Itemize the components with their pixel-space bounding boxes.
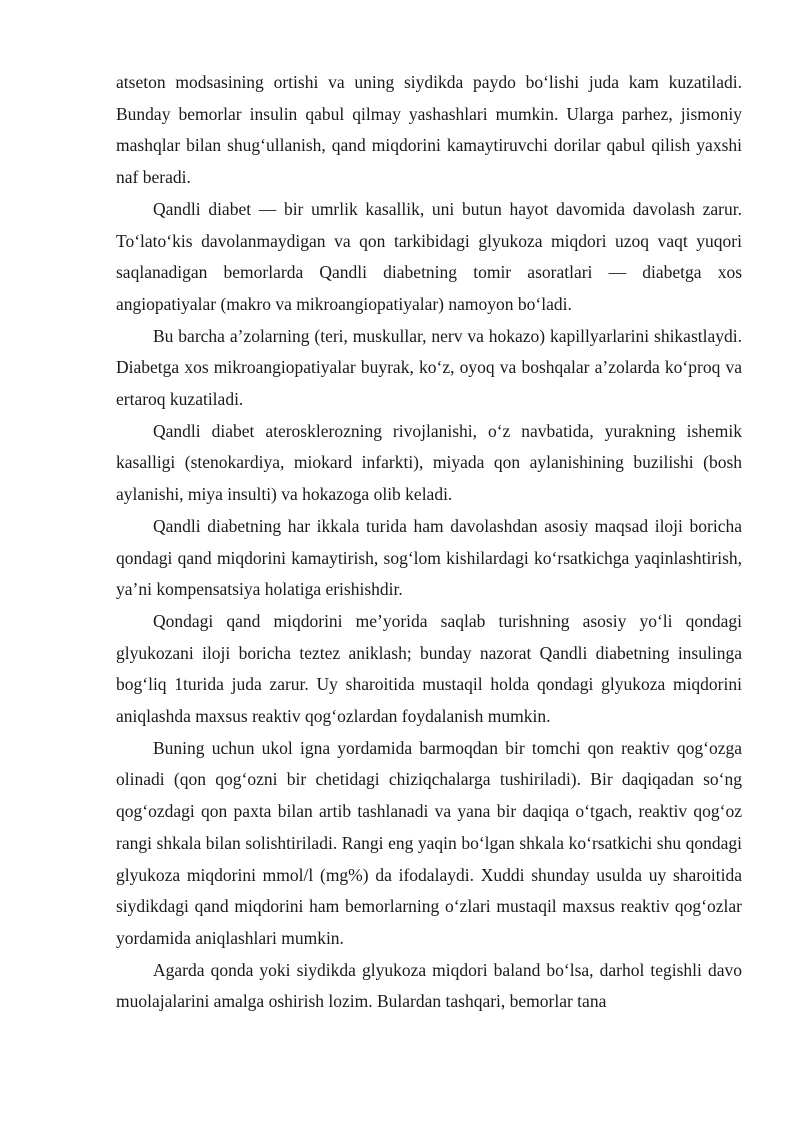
paragraph: Buning uchun ukol igna yordamida barmoqdan bir tomchi qon reaktiv qog‘ozga olinadi (qon qog‘ozni bir chetidagi chiziqchalarga tushiriladi). Bir daqiqadan so‘ng qog‘ozdagi qon paxta bilan artib tashlanadi va yana bir daqiqa o‘tgach, reaktiv qog‘oz rangi shkala bilan solishtiriladi. Rangi eng yaqin bo‘lgan shkala ko‘rsatkichi shu qondagi glyukoza miqdorini mmol/l (mg%) da ifodalaydi. Xuddi shunday usulda uy sharoitida siydikdagi qand miqdorini ham bemorlarning o‘zlari mustaqil maxsus reaktiv qog‘ozlar yordamida aniqlashlari mumkin. — [116, 737, 742, 948]
paragraph: Agarda qonda yoki siydikda glyukoza miqdori baland bo‘lsa, darhol tegishli davo muolajalarini amalga oshirish lozim. Bulardan tashqari, bemorlar tana — [116, 959, 742, 1012]
paragraph: Bu barcha a’zolarning (teri, muskullar, nerv va hokazo) kapillyarlarini shikastlaydi. Diabetga xos mikroangiopatiyalar buyrak, ko‘z, oyoq va boshqalar a’zolarda ko‘proq va ertaroq kuzatiladi. — [116, 325, 742, 410]
paragraph: Qandli diabet — bir umrlik kasallik, uni butun hayot davomida davolash zarur. To‘lato‘kis davolanmaydigan va qon tarkibidagi glyukoza miqdori uzoq vaqt yuqori saqlanadigan bemorlarda Qandli diabetning tomir asoratlari — diabetga xos angiopatiyalar (makro va mikroangiopatiyalar) namoyon bo‘ladi. — [116, 198, 742, 314]
paragraph: Qandli diabetning har ikkala turida ham davolashdan asosiy maqsad iloji boricha qondagi qand miqdorini kamaytirish, sog‘lom kishilardagi ko‘rsatkichga yaqinlashtirish, ya’ni kompensatsiya holatiga erishishdir. — [116, 515, 742, 600]
paragraph: Qondagi qand miqdorini me’yorida saqlab turishning asosiy yo‘li qondagi glyukozani iloji boricha teztez aniklash; bunday nazorat Qandli diabetning insulinga bog‘liq 1turida juda zarur. Uy sharoitida mustaqil holda qondagi glyukoza miqdorini aniqlashda maxsus reaktiv qog‘ozlardan foydalanish mumkin. — [116, 610, 742, 727]
paragraph: Qandli diabet aterosklerozning rivojlanishi, o‘z navbatida, yurakning ishemik kasalligi (stenokardiya, miokard infarkti), miyada qon aylanishining buzilishi (bosh aylanishi, miya insulti) va hokazoga olib keladi. — [116, 420, 742, 505]
paragraph-continuation: atseton modsasining ortishi va uning siydikda paydo bo‘lishi juda kam kuzatiladi. Bunday bemorlar insulin qabul qilmay yashashlari mumkin. Ularga parhez, jismoniy mashqlar bilan shug‘ullanish, qand miqdorini kamaytiruvchi dorilar qabul qilish yaxshi naf beradi. — [116, 72, 742, 188]
document-body — [116, 67, 742, 1018]
